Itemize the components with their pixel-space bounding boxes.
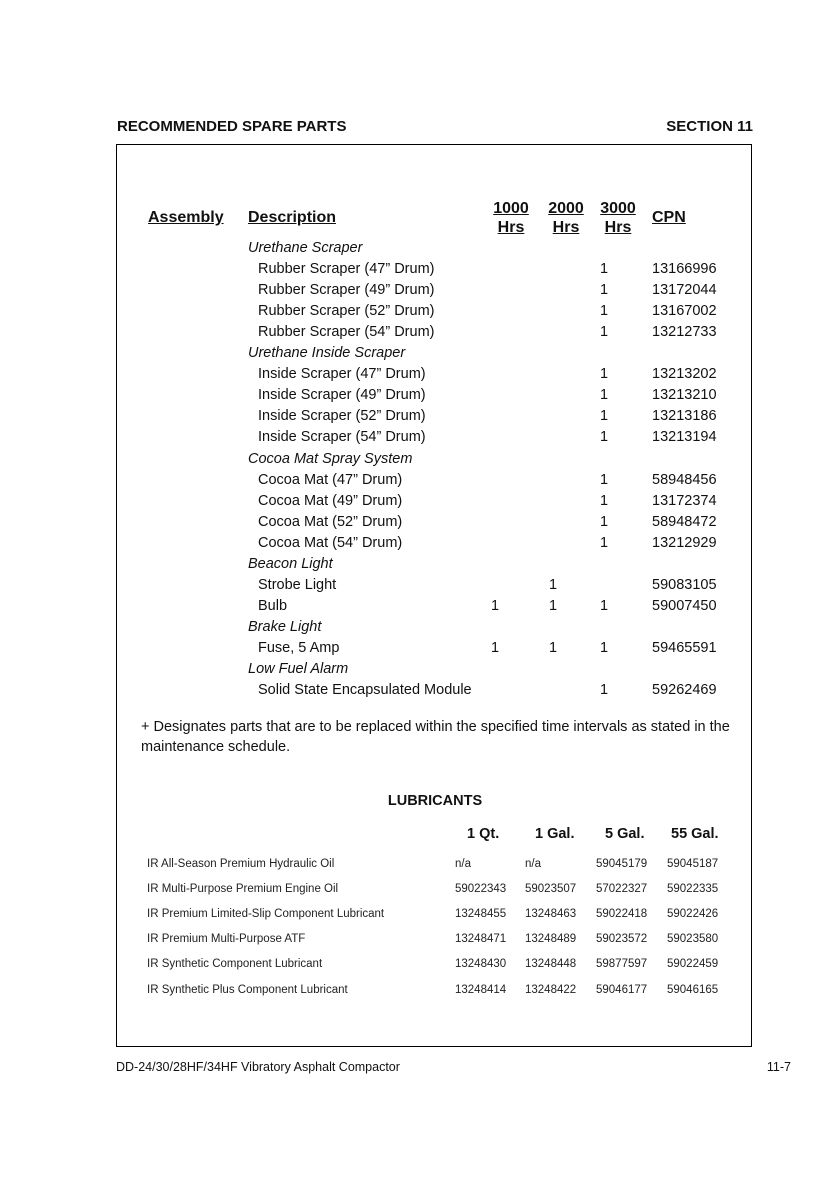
part-cpn: 59083105 bbox=[652, 576, 717, 593]
part-description: Strobe Light bbox=[258, 576, 337, 593]
footer-page-number: 11-7 bbox=[766, 1060, 791, 1074]
lubricant-part-number: 13248455 bbox=[455, 908, 507, 921]
lub-col-1gal-header: 1 Gal. bbox=[535, 826, 575, 842]
lubricant-part-number: 59023580 bbox=[667, 933, 719, 946]
lubricant-part-number: 13248430 bbox=[455, 958, 507, 971]
part-description: Bulb bbox=[258, 597, 288, 614]
category-row bbox=[117, 345, 753, 366]
part-description: Rubber Scraper (52” Drum) bbox=[258, 303, 435, 320]
part-description: Inside Scraper (54” Drum) bbox=[258, 429, 426, 446]
lubricant-part-number: 13248471 bbox=[455, 933, 507, 946]
category-row bbox=[117, 240, 753, 261]
part-description: Cocoa Mat (47” Drum) bbox=[258, 471, 403, 488]
table-row bbox=[117, 472, 753, 493]
table-row bbox=[117, 598, 753, 619]
lubricant-row bbox=[117, 858, 753, 878]
table-row bbox=[117, 408, 753, 429]
col-3000hrs-header: 3000 Hrs bbox=[600, 200, 636, 236]
lubricant-part-number: 59045179 bbox=[596, 858, 648, 870]
section-label: SECTION 11 bbox=[666, 118, 753, 135]
lubricant-row bbox=[117, 958, 753, 978]
lubricant-part-number: 57022327 bbox=[596, 883, 648, 896]
part-description: Solid State Encapsulated Module bbox=[258, 682, 472, 699]
lub-col-55gal-header: 55 Gal. bbox=[671, 826, 719, 842]
qty-3000hrs: 1 bbox=[600, 387, 609, 404]
part-cpn: 13167002 bbox=[652, 303, 717, 320]
part-cpn: 13213202 bbox=[652, 366, 717, 383]
table-row bbox=[117, 577, 753, 598]
lub-col-1qt-header: 1 Qt. bbox=[467, 826, 500, 842]
part-description: Cocoa Mat (52” Drum) bbox=[258, 513, 403, 530]
qty-3000hrs: 1 bbox=[600, 324, 609, 341]
lubricant-part-number: 13248463 bbox=[525, 908, 577, 921]
part-cpn: 59465591 bbox=[652, 639, 717, 656]
part-description: Inside Scraper (47” Drum) bbox=[258, 366, 426, 383]
lubricant-part-number: 59877597 bbox=[596, 958, 648, 971]
category-label: Urethane Scraper bbox=[248, 240, 363, 256]
qty-3000hrs: 1 bbox=[600, 597, 609, 614]
lub-col-5gal-header: 5 Gal. bbox=[605, 826, 645, 842]
lubricant-part-number: 59022343 bbox=[455, 883, 507, 896]
category-label: Low Fuel Alarm bbox=[248, 661, 349, 677]
lubricant-part-number: 59022459 bbox=[667, 958, 719, 971]
part-cpn: 59007450 bbox=[652, 597, 717, 614]
lubricant-name: IR Multi-Purpose Premium Engine Oil bbox=[147, 883, 339, 896]
lubricant-part-number: 59022335 bbox=[667, 883, 719, 896]
lubricant-part-number: 13248448 bbox=[525, 958, 577, 971]
lubricant-row bbox=[117, 984, 753, 1004]
lubricant-row bbox=[117, 933, 753, 953]
qty-1000hrs: 1 bbox=[491, 639, 500, 656]
qty-3000hrs: 1 bbox=[600, 366, 609, 383]
qty-3000hrs: 1 bbox=[600, 639, 609, 656]
col-description-header: Description bbox=[248, 209, 337, 226]
part-description: Inside Scraper (52” Drum) bbox=[258, 408, 426, 425]
table-row bbox=[117, 535, 753, 556]
lubricant-row bbox=[117, 883, 753, 903]
part-cpn: 13166996 bbox=[652, 261, 717, 278]
table-row bbox=[117, 387, 753, 408]
lubricant-name: IR Premium Multi-Purpose ATF bbox=[147, 933, 306, 946]
table-row bbox=[117, 261, 753, 282]
lubricant-name: IR Premium Limited-Slip Component Lubricant bbox=[147, 908, 385, 921]
category-row bbox=[117, 556, 753, 577]
part-cpn: 13213186 bbox=[652, 408, 717, 425]
lubricant-part-number: 59022426 bbox=[667, 908, 719, 921]
page-title: RECOMMENDED SPARE PARTS bbox=[117, 118, 347, 135]
qty-3000hrs: 1 bbox=[600, 408, 609, 425]
lubricant-name: IR Synthetic Plus Component Lubricant bbox=[147, 983, 348, 996]
lubricant-part-number: 13248422 bbox=[525, 983, 577, 996]
qty-3000hrs: 1 bbox=[600, 261, 609, 278]
category-row bbox=[117, 451, 753, 472]
lubricant-part-number: 59045187 bbox=[667, 858, 719, 870]
part-cpn: 13172044 bbox=[652, 282, 717, 299]
lubricant-name: IR All-Season Premium Hydraulic Oil bbox=[147, 858, 335, 870]
category-label: Brake Light bbox=[248, 618, 322, 635]
category-label: Beacon Light bbox=[248, 555, 333, 572]
lubricant-part-number: 59022418 bbox=[596, 908, 648, 921]
part-cpn: 13172374 bbox=[652, 492, 717, 509]
lubricant-row bbox=[117, 908, 753, 928]
table-row bbox=[117, 640, 753, 661]
category-row bbox=[117, 661, 753, 682]
col-2000hrs-header: 2000 Hrs bbox=[548, 200, 584, 236]
qty-3000hrs: 1 bbox=[600, 682, 609, 699]
qty-3000hrs: 1 bbox=[600, 429, 609, 446]
lubricant-part-number: 59023507 bbox=[525, 883, 577, 896]
part-cpn: 58948456 bbox=[652, 471, 717, 488]
table-row bbox=[117, 682, 753, 703]
qty-3000hrs: 1 bbox=[600, 534, 609, 551]
qty-2000hrs: 1 bbox=[549, 639, 558, 656]
part-description: Cocoa Mat (49” Drum) bbox=[258, 492, 403, 509]
col-1000hrs-header: 1000 Hrs bbox=[493, 200, 529, 236]
table-row bbox=[117, 303, 753, 324]
table-row bbox=[117, 493, 753, 514]
part-description: Rubber Scraper (47” Drum) bbox=[258, 261, 435, 278]
qty-3000hrs: 1 bbox=[600, 471, 609, 488]
qty-3000hrs: 1 bbox=[600, 492, 609, 509]
part-cpn: 13212733 bbox=[652, 324, 717, 341]
category-label: Cocoa Mat Spray System bbox=[248, 450, 413, 467]
part-description: Cocoa Mat (54” Drum) bbox=[258, 534, 403, 551]
category-row bbox=[117, 619, 753, 640]
table-row bbox=[117, 514, 753, 535]
qty-3000hrs: 1 bbox=[600, 513, 609, 530]
lubricant-part-number: 13248489 bbox=[525, 933, 577, 946]
part-cpn: 13213210 bbox=[652, 387, 717, 404]
lubricant-part-number: 59046177 bbox=[596, 983, 648, 996]
part-description: Fuse, 5 Amp bbox=[258, 639, 340, 656]
lubricant-part-number: n/a bbox=[455, 858, 471, 870]
col-assembly-header: Assembly bbox=[148, 209, 224, 226]
part-cpn: 13212929 bbox=[652, 534, 717, 551]
part-description: Inside Scraper (49” Drum) bbox=[258, 387, 426, 404]
part-cpn: 59262469 bbox=[652, 682, 717, 699]
table-row bbox=[117, 282, 753, 303]
category-label: Urethane Inside Scraper bbox=[248, 345, 406, 362]
lubricant-part-number: n/a bbox=[525, 858, 541, 870]
part-cpn: 13213194 bbox=[652, 429, 717, 446]
qty-3000hrs: 1 bbox=[600, 303, 609, 320]
lubricant-part-number: 59023572 bbox=[596, 933, 648, 946]
replacement-note: + Designates parts that are to be replaced within the specified time intervals as stated in the maintenance schedule. bbox=[141, 719, 730, 755]
part-description: Rubber Scraper (49” Drum) bbox=[258, 282, 435, 299]
table-row bbox=[117, 324, 753, 345]
part-description: Rubber Scraper (54” Drum) bbox=[258, 324, 435, 341]
lubricant-part-number: 13248414 bbox=[455, 983, 507, 996]
lubricant-name: IR Synthetic Component Lubricant bbox=[147, 958, 323, 971]
lubricants-title: LUBRICANTS bbox=[387, 793, 483, 809]
table-row bbox=[117, 429, 753, 450]
table-row bbox=[117, 366, 753, 387]
col-cpn-header: CPN bbox=[652, 209, 686, 226]
footer-model: DD-24/30/28HF/34HF Vibratory Asphalt Compactor bbox=[116, 1060, 400, 1074]
qty-2000hrs: 1 bbox=[549, 576, 558, 593]
part-cpn: 58948472 bbox=[652, 513, 717, 530]
lubricant-part-number: 59046165 bbox=[667, 983, 719, 996]
qty-3000hrs: 1 bbox=[600, 282, 609, 299]
qty-1000hrs: 1 bbox=[491, 597, 500, 614]
qty-2000hrs: 1 bbox=[549, 597, 558, 614]
content-frame bbox=[116, 144, 752, 1047]
